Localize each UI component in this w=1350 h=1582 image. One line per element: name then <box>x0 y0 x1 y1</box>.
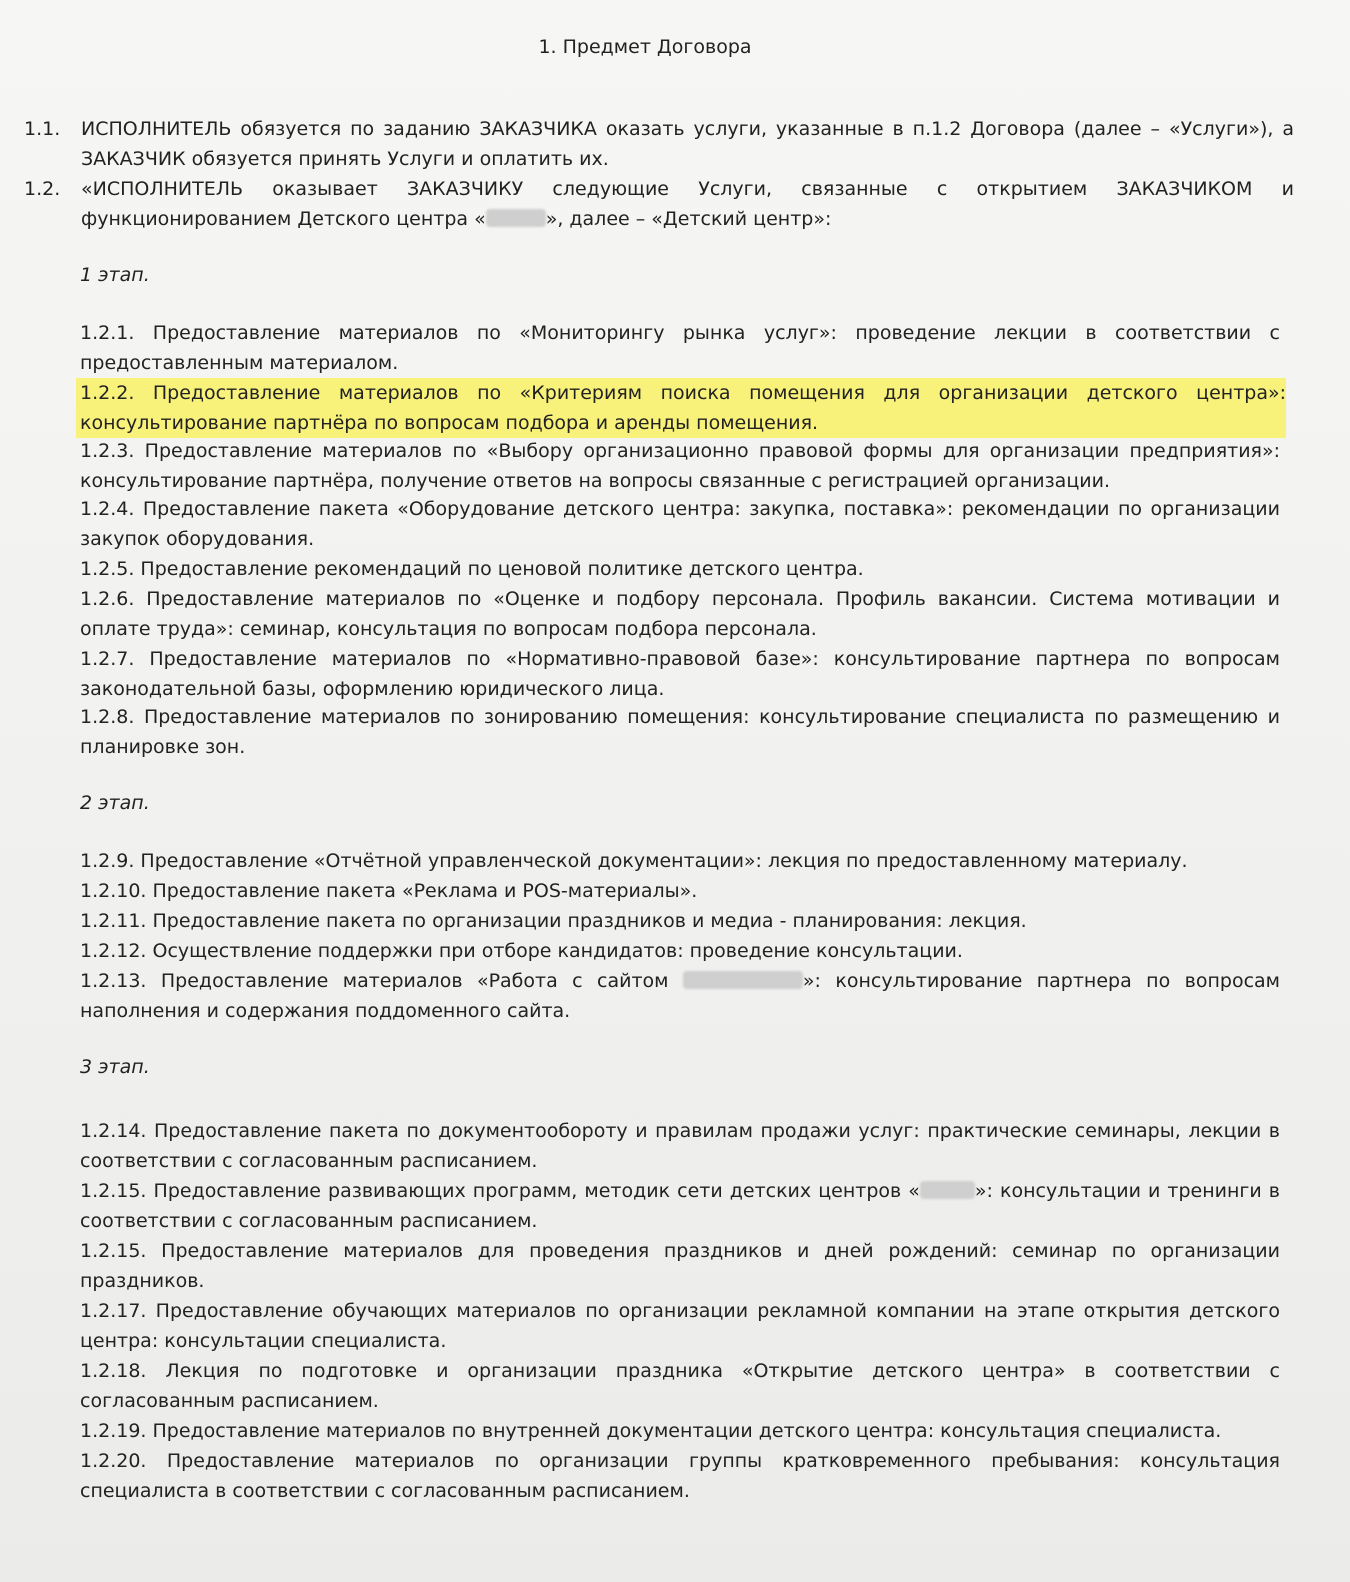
list-item: 1.2.20. Предоставление материалов по организации группы кратковременного пребывания: консультация специалиста в соответствии с согласованным расписанием. <box>80 1450 1280 1502</box>
list-item-highlighted: 1.2.2. Предоставление материалов по «Критериям поиска помещения для организации детского центра»: консультирование партнёра по вопросам подбора и аренды помещения. <box>76 378 1286 438</box>
list-item: 1.2.19. Предоставление материалов по внутренней документации детского центра: консультация специалиста. <box>80 1420 1222 1442</box>
redacted-site <box>683 971 803 989</box>
clause-number: 1.2. <box>24 178 61 200</box>
redacted-name <box>486 209 546 227</box>
list-item: 1.2.12. Осуществление поддержки при отборе кандидатов: проведение консультации. <box>80 940 963 962</box>
clause-text: ИСПОЛНИТЕЛЬ обязуется по заданию ЗАКАЗЧИКА оказать услуги, указанные в п.1.2 Договора (далее – «Услуги»), а ЗАКАЗЧИК обязуется принять Услуги и оплатить их. <box>81 118 1294 170</box>
list-item: 1.2.14. Предоставление пакета по документообороту и правилам продажи услуг: практические семинары, лекции в соответствии с согласованным расписанием. <box>80 1120 1280 1172</box>
list-item: 1.2.3. Предоставление материалов по «Выбору организационно правовой формы для организации предприятия»: консультирование партнёра, получение ответов на вопросы связанные с регистрацией организации. <box>80 440 1280 492</box>
section-title: 1. Предмет Договора <box>538 36 752 58</box>
list-item: 1.2.15. Предоставление материалов для проведения праздников и дней рождений: семинар по организации праздников. <box>80 1240 1280 1292</box>
list-item: 1.2.6. Предоставление материалов по «Оценке и подбору персонала. Профиль вакансии. Система мотивации и оплате труда»: семинар, консультация по вопросам подбора персонала. <box>80 588 1280 640</box>
stage-label: 3 этап. <box>80 1056 150 1078</box>
list-item: 1.2.7. Предоставление материалов по «Нормативно-правовой базе»: консультирование партнера по вопросам законодательной базы, оформлению юридического лица. <box>80 648 1280 700</box>
list-item: 1.2.17. Предоставление обучающих материалов по организации рекламной компании на этапе открытия детского центра: консультации специалиста. <box>80 1300 1280 1352</box>
stage-label: 2 этап. <box>80 792 150 814</box>
clause-number: 1.1. <box>24 118 61 140</box>
clause-1-1 <box>24 114 1294 174</box>
list-item: 1.2.9. Предоставление «Отчётной управленческой документации»: лекция по предоставленному материалу. <box>80 850 1188 872</box>
list-item: 1.2.5. Предоставление рекомендаций по ценовой политике детского центра. <box>80 558 864 580</box>
list-item: 1.2.18. Лекция по подготовке и организации праздника «Открытие детского центра» в соответствии с согласованным расписанием. <box>80 1360 1280 1412</box>
list-item: 1.2.8. Предоставление материалов по зонированию помещения: консультирование специалиста по размещению и планировке зон. <box>80 706 1280 758</box>
clause-1-2 <box>24 174 1294 234</box>
list-item: 1.2.10. Предоставление пакета «Реклама и POS-материалы». <box>80 880 698 902</box>
list-item: 1.2.13. Предоставление материалов «Работа с сайтом »: консультирование партнера по вопросам наполнения и содержания поддоменного сайта. <box>80 970 1280 1022</box>
clause-text: «ИСПОЛНИТЕЛЬ оказывает ЗАКАЗЧИКУ следующие Услуги, связанные с открытием ЗАКАЗЧИКОМ и функционированием Детского центра « », далее – «Детский центр»: <box>81 178 1294 230</box>
list-item: 1.2.15. Предоставление развивающих программ, методик сети детских центров « »: консультации и тренинги в соответствии с согласованным расписанием. <box>80 1180 1281 1232</box>
list-item: 1.2.1. Предоставление материалов по «Мониторингу рынка услуг»: проведение лекции в соответствии с предоставленным материалом. <box>80 322 1280 374</box>
list-item: 1.2.4. Предоставление пакета «Оборудование детского центра: закупка, поставка»: рекомендации по организации закупок оборудования. <box>80 498 1280 550</box>
stage-label: 1 этап. <box>80 264 150 286</box>
list-item: 1.2.11. Предоставление пакета по организации праздников и медиа - планирования: лекция. <box>80 910 1027 932</box>
redacted-name <box>920 1181 975 1199</box>
